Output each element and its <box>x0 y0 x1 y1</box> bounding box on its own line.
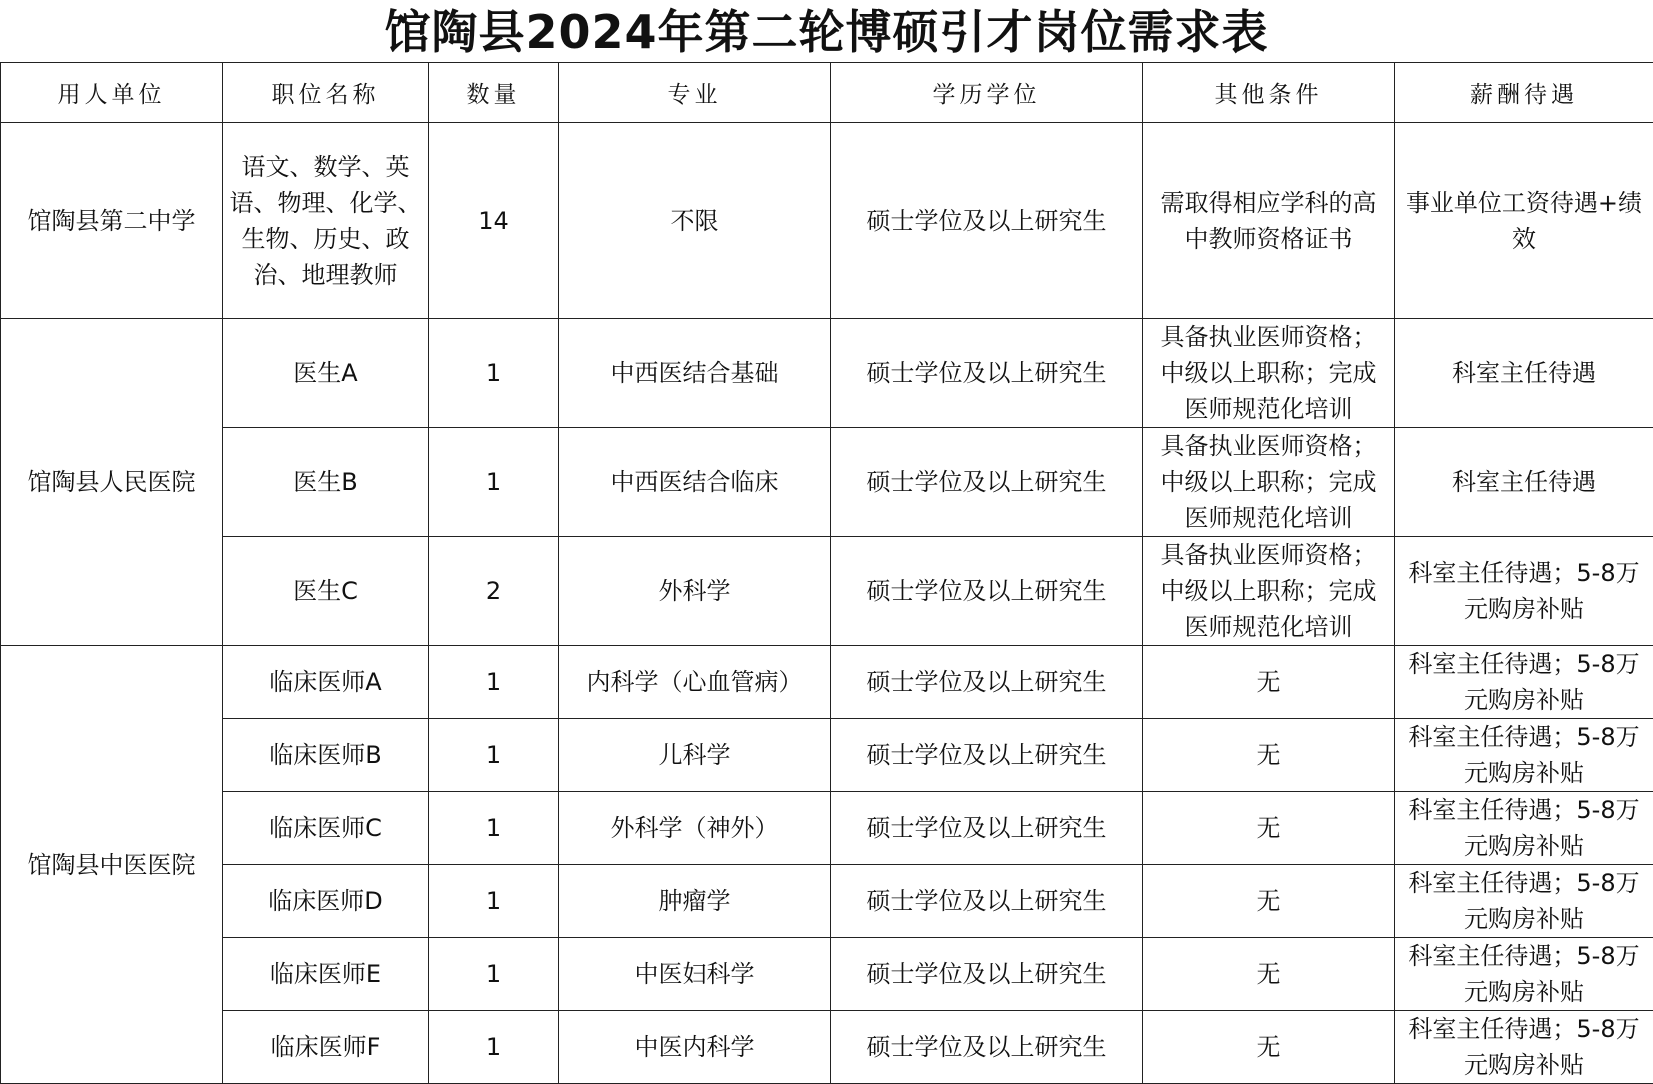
table-row <box>1 537 1653 646</box>
count-cell: 1 <box>429 1011 559 1084</box>
header-row <box>1 63 1653 123</box>
unit-cell: 馆陶县中医医院 <box>1 646 223 1084</box>
table-row <box>1 719 1653 792</box>
position-cell: 临床医师E <box>223 938 429 1011</box>
table-row <box>1 123 1653 319</box>
table-row <box>1 646 1653 719</box>
header-unit: 用人单位 <box>1 63 223 123</box>
degree-cell: 硕士学位及以上研究生 <box>831 428 1143 537</box>
position-cell: 临床医师B <box>223 719 429 792</box>
degree-cell: 硕士学位及以上研究生 <box>831 938 1143 1011</box>
conditions-cell: 具备执业医师资格；中级以上职称；完成医师规范化培训 <box>1143 319 1395 428</box>
conditions-cell: 无 <box>1143 719 1395 792</box>
header-major: 专业 <box>559 63 831 123</box>
count-cell: 1 <box>429 865 559 938</box>
count-cell: 1 <box>429 646 559 719</box>
major-cell: 内科学（心血管病） <box>559 646 831 719</box>
degree-cell: 硕士学位及以上研究生 <box>831 792 1143 865</box>
major-cell: 肿瘤学 <box>559 865 831 938</box>
degree-cell: 硕士学位及以上研究生 <box>831 646 1143 719</box>
position-cell: 医生A <box>223 319 429 428</box>
table-row <box>1 792 1653 865</box>
salary-cell: 事业单位工资待遇+绩效 <box>1395 123 1653 319</box>
page-title: 馆陶县2024年第二轮博硕引才岗位需求表 <box>0 0 1653 62</box>
salary-cell: 科室主任待遇；5-8万元购房补贴 <box>1395 537 1653 646</box>
table-row <box>1 319 1653 428</box>
count-cell: 14 <box>429 123 559 319</box>
count-cell: 1 <box>429 792 559 865</box>
unit-cell: 馆陶县第二中学 <box>1 123 223 319</box>
salary-cell: 科室主任待遇 <box>1395 319 1653 428</box>
position-cell: 临床医师A <box>223 646 429 719</box>
degree-cell: 硕士学位及以上研究生 <box>831 537 1143 646</box>
major-cell: 中医内科学 <box>559 1011 831 1084</box>
salary-cell: 科室主任待遇；5-8万元购房补贴 <box>1395 938 1653 1011</box>
salary-cell: 科室主任待遇；5-8万元购房补贴 <box>1395 1011 1653 1084</box>
table-row <box>1 865 1653 938</box>
position-cell: 临床医师F <box>223 1011 429 1084</box>
major-cell: 儿科学 <box>559 719 831 792</box>
conditions-cell: 无 <box>1143 792 1395 865</box>
conditions-cell: 具备执业医师资格；中级以上职称；完成医师规范化培训 <box>1143 428 1395 537</box>
count-cell: 1 <box>429 719 559 792</box>
position-cell: 医生B <box>223 428 429 537</box>
major-cell: 不限 <box>559 123 831 319</box>
degree-cell: 硕士学位及以上研究生 <box>831 1011 1143 1084</box>
major-cell: 外科学（神外） <box>559 792 831 865</box>
position-cell: 语文、数学、英语、物理、化学、生物、历史、政治、地理教师 <box>223 123 429 319</box>
header-degree: 学历学位 <box>831 63 1143 123</box>
salary-cell: 科室主任待遇；5-8万元购房补贴 <box>1395 865 1653 938</box>
conditions-cell: 具备执业医师资格；中级以上职称；完成医师规范化培训 <box>1143 537 1395 646</box>
salary-cell: 科室主任待遇；5-8万元购房补贴 <box>1395 792 1653 865</box>
major-cell: 中西医结合基础 <box>559 319 831 428</box>
salary-cell: 科室主任待遇 <box>1395 428 1653 537</box>
conditions-cell: 无 <box>1143 865 1395 938</box>
count-cell: 1 <box>429 938 559 1011</box>
position-cell: 医生C <box>223 537 429 646</box>
conditions-cell: 无 <box>1143 646 1395 719</box>
unit-cell: 馆陶县人民医院 <box>1 319 223 646</box>
header-salary: 薪酬待遇 <box>1395 63 1653 123</box>
major-cell: 外科学 <box>559 537 831 646</box>
count-cell: 1 <box>429 428 559 537</box>
header-position: 职位名称 <box>223 63 429 123</box>
salary-cell: 科室主任待遇；5-8万元购房补贴 <box>1395 646 1653 719</box>
conditions-cell: 无 <box>1143 1011 1395 1084</box>
header-count: 数量 <box>429 63 559 123</box>
position-table <box>0 62 1653 1084</box>
table-row <box>1 1011 1653 1084</box>
conditions-cell: 需取得相应学科的高中教师资格证书 <box>1143 123 1395 319</box>
degree-cell: 硕士学位及以上研究生 <box>831 719 1143 792</box>
table-row <box>1 938 1653 1011</box>
major-cell: 中医妇科学 <box>559 938 831 1011</box>
count-cell: 2 <box>429 537 559 646</box>
salary-cell: 科室主任待遇；5-8万元购房补贴 <box>1395 719 1653 792</box>
position-cell: 临床医师C <box>223 792 429 865</box>
table-row <box>1 428 1653 537</box>
conditions-cell: 无 <box>1143 938 1395 1011</box>
header-conditions: 其他条件 <box>1143 63 1395 123</box>
count-cell: 1 <box>429 319 559 428</box>
degree-cell: 硕士学位及以上研究生 <box>831 319 1143 428</box>
degree-cell: 硕士学位及以上研究生 <box>831 123 1143 319</box>
major-cell: 中西医结合临床 <box>559 428 831 537</box>
degree-cell: 硕士学位及以上研究生 <box>831 865 1143 938</box>
position-cell: 临床医师D <box>223 865 429 938</box>
